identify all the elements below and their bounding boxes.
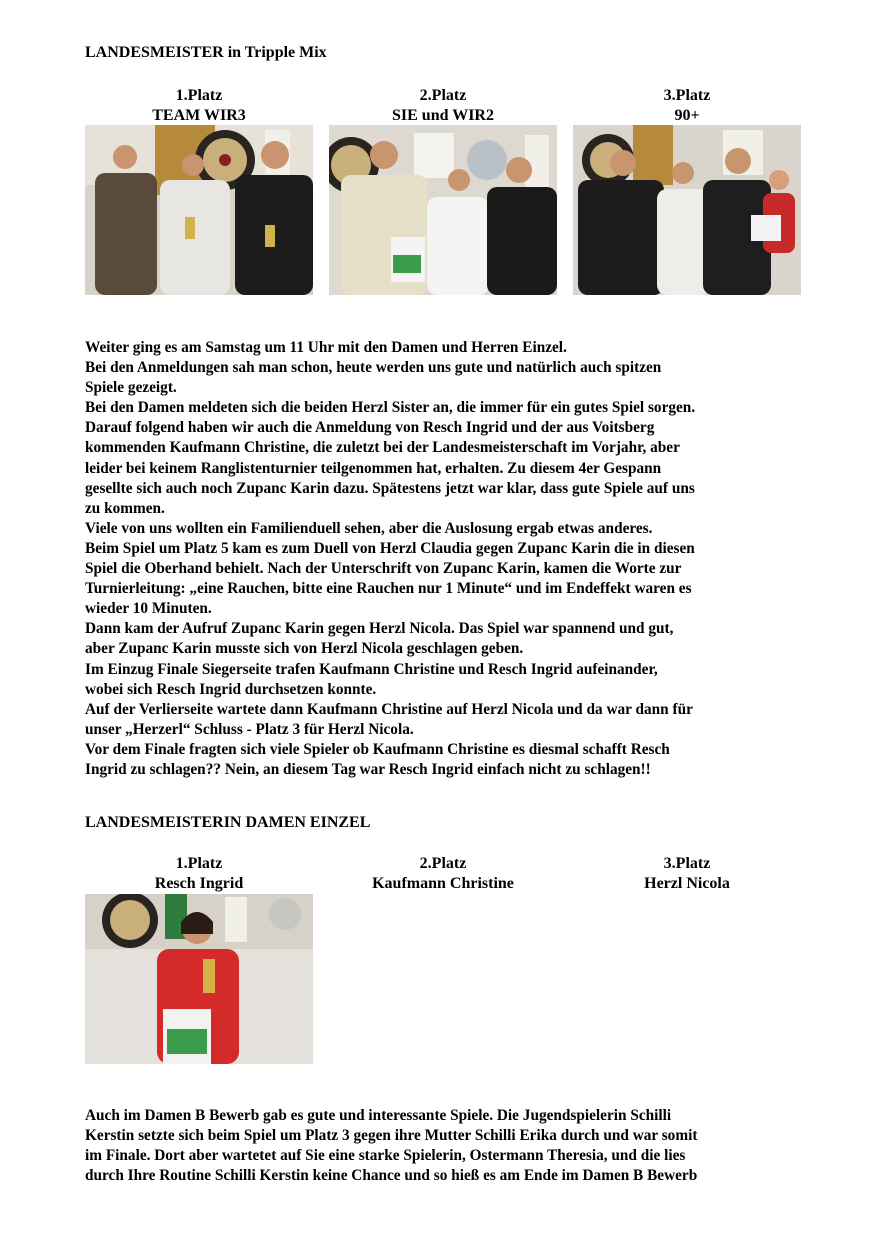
place-name: Kaufmann Christine: [372, 875, 514, 892]
text-line: Darauf folgend haben wir auch die Anmeldung von Resch Ingrid und der aus Voitsberg: [85, 419, 655, 437]
text-line: Weiter ging es am Samstag um 11 Uhr mit den Damen und Herren Einzel.: [85, 339, 567, 356]
text-line: Spiel die Oberhand behielt. Nach der Unterschrift von Zupanc Karin, kamen die Worte zur: [85, 560, 682, 578]
place-rank: 1.Platz: [175, 87, 223, 104]
section-title-tripple-mix: LANDESMEISTER in Tripple Mix: [85, 44, 327, 61]
text-line: im Finale. Dort aber wartetet auf Sie eine starke Spielerin, Ostermann Theresia, und die lies: [85, 1147, 686, 1165]
place-name: Resch Ingrid: [154, 875, 244, 892]
place-2-caption: [329, 854, 557, 894]
text-line: Turnierleitung: „eine Rauchen, bitte eine Rauchen nur 1 Minute“ und im Endeffekt waren es: [85, 580, 692, 598]
place-name: SIE und WIR2: [392, 107, 494, 124]
text-line: unser „Herzerl“ Schluss - Platz 3 für Herzl Nicola.: [85, 720, 414, 738]
text-line: Dann kam der Aufruf Zupanc Karin gegen Herzl Nicola. Das Spiel war spannend und gut,: [85, 620, 674, 638]
place-rank: 2.Platz: [419, 855, 467, 872]
report-paragraph: [85, 338, 815, 780]
photo-90-plus: [573, 125, 801, 295]
text-line: Ingrid zu schlagen?? Nein, an diesem Tag war Resch Ingrid einfach nicht zu schlagen!!: [85, 760, 651, 778]
text-line: gesellte sich auch noch Zupanc Karin dazu. Spätestens jetzt war klar, dass gute Spiele auf uns: [85, 479, 695, 497]
text-line: Viele von uns wollten ein Familienduell sehen, aber die Auslosung ergab etwas anderes.: [85, 519, 653, 537]
text-line: wieder 10 Minuten.: [85, 600, 212, 618]
text-line: Kerstin setzte sich beim Spiel um Platz 3 gegen ihre Mutter Schilli Erika durch und war somit: [85, 1127, 698, 1145]
place-rank: 3.Platz: [663, 87, 711, 104]
place-name: Herzl Nicola: [644, 875, 730, 892]
report2-paragraph: [85, 1106, 815, 1186]
place-1-caption: [85, 86, 313, 126]
photo-resch-ingrid: [85, 894, 313, 1064]
text-line: Im Einzug Finale Siegerseite trafen Kaufmann Christine und Resch Ingrid aufeinander,: [85, 660, 658, 678]
text-line: kommenden Kaufmann Christine, die zuletzt bei der Landesmeisterschaft im Vorjahr, aber: [85, 439, 680, 457]
text-line: wobei sich Resch Ingrid durchsetzen konnte.: [85, 680, 377, 698]
text-line: leider bei keinem Ranglistenturnier teilgenommen hat, erhalten. Zu diesem 4er Gespann: [85, 459, 662, 477]
text-line: Vor dem Finale fragten sich viele Spieler ob Kaufmann Christine es diesmal schafft Resch: [85, 740, 670, 758]
place-name: 90+: [674, 107, 700, 124]
place-name: TEAM WIR3: [152, 107, 246, 124]
text-line: Bei den Damen meldeten sich die beiden Herzl Sister an, die immer für ein gutes Spiel sorgen.: [85, 399, 696, 417]
section-title-damen-einzel: LANDESMEISTERIN DAMEN EINZEL: [85, 814, 371, 831]
text-line: Auch im Damen B Bewerb gab es gute und interessante Spiele. Die Jugendspielerin Schilli: [85, 1107, 672, 1124]
text-line: Bei den Anmeldungen sah man schon, heute werden uns gute und natürlich auch spitzen: [85, 359, 662, 377]
place-1-caption: [85, 854, 313, 894]
place-3-caption: [573, 86, 801, 126]
place-rank: 3.Platz: [663, 855, 711, 872]
photo-team-wir3: [85, 125, 313, 295]
place-3-caption: [573, 854, 801, 894]
text-line: durch Ihre Routine Schilli Kerstin keine Chance und so hieß es am Ende im Damen B Bewerb: [85, 1167, 698, 1185]
place-rank: 1.Platz: [175, 855, 223, 872]
place-rank: 2.Platz: [419, 87, 467, 104]
place-2-caption: [329, 86, 557, 126]
photo-sie-und-wir2: [329, 125, 557, 295]
text-line: Spiele gezeigt.: [85, 379, 177, 397]
text-line: zu kommen.: [85, 499, 165, 517]
text-line: Auf der Verlierseite wartete dann Kaufmann Christine auf Herzl Nicola und da war dann für: [85, 700, 693, 718]
text-line: aber Zupanc Karin musste sich von Herzl Nicola geschlagen geben.: [85, 640, 524, 658]
text-line: Beim Spiel um Platz 5 kam es zum Duell von Herzl Claudia gegen Zupanc Karin die in diesen: [85, 539, 695, 557]
